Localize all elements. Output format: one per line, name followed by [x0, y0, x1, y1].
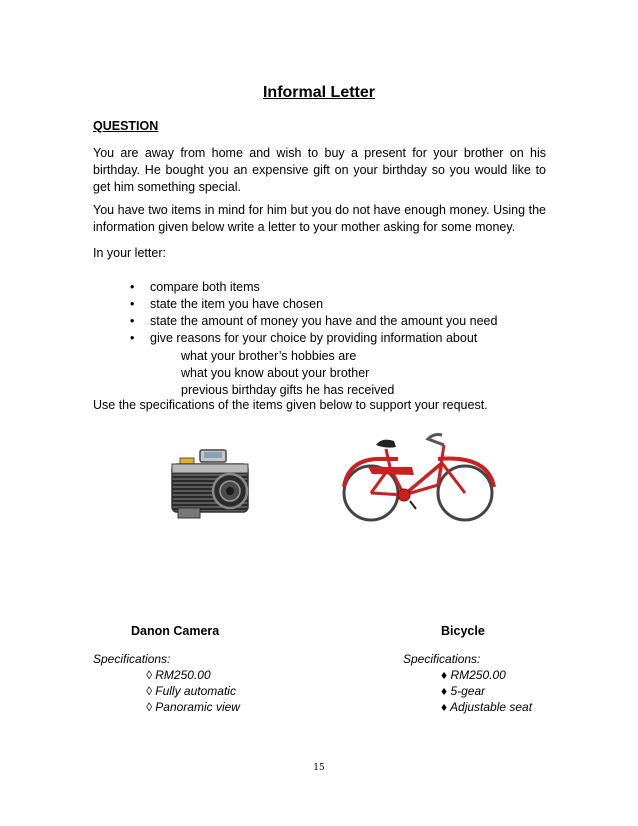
sub-point: previous birthday gifts he has received [181, 383, 395, 397]
camera-spec-label: Specifications: [93, 652, 171, 666]
question-heading: QUESTION [93, 119, 159, 133]
list-item: • state the item you have chosen [130, 296, 497, 313]
camera-image [170, 448, 252, 520]
page-title: Informal Letter [262, 84, 375, 101]
camera-name: Danon Camera [131, 624, 220, 638]
sub-point: what you know about your brother [181, 366, 370, 380]
list-item: • compare both items [130, 279, 497, 296]
bicycle-image [338, 427, 498, 525]
bicycle-spec-item: ♦ 5-gear [441, 684, 486, 698]
specifications-instruction: Use the specifications of the items given below to support your request. [93, 398, 488, 412]
camera-spec-item: ◊ Panoramic view [146, 700, 240, 714]
bicycle-spec-label: Specifications: [403, 652, 481, 666]
list-item: • state the amount of money you have and the amount you need [130, 313, 497, 330]
in-your-letter-label: In your letter: [93, 246, 166, 260]
instruction-list [130, 279, 497, 347]
list-item: • give reasons for your choice by providing information about [130, 330, 497, 347]
camera-spec-item: ◊ RM250.00 [146, 668, 211, 682]
page-number: 15 [313, 763, 325, 773]
bicycle-name: Bicycle [441, 624, 485, 638]
bicycle-spec-item: ♦ Adjustable seat [441, 700, 533, 714]
bicycle-spec-item: ♦ RM250.00 [441, 668, 506, 682]
sub-point: what your brother’s hobbies are [181, 349, 357, 363]
paragraph-1: You are away from home and wish to buy a present for your brother on his birthday. He bought you an expensive gift on your birthday so you would like to get him something special. [93, 146, 546, 194]
paragraph-2: You have two items in mind for him but you do not have enough money. Using the information given below write a letter to your mother asking for some money. [93, 203, 546, 234]
camera-spec-item: ◊ Fully automatic [146, 684, 236, 698]
